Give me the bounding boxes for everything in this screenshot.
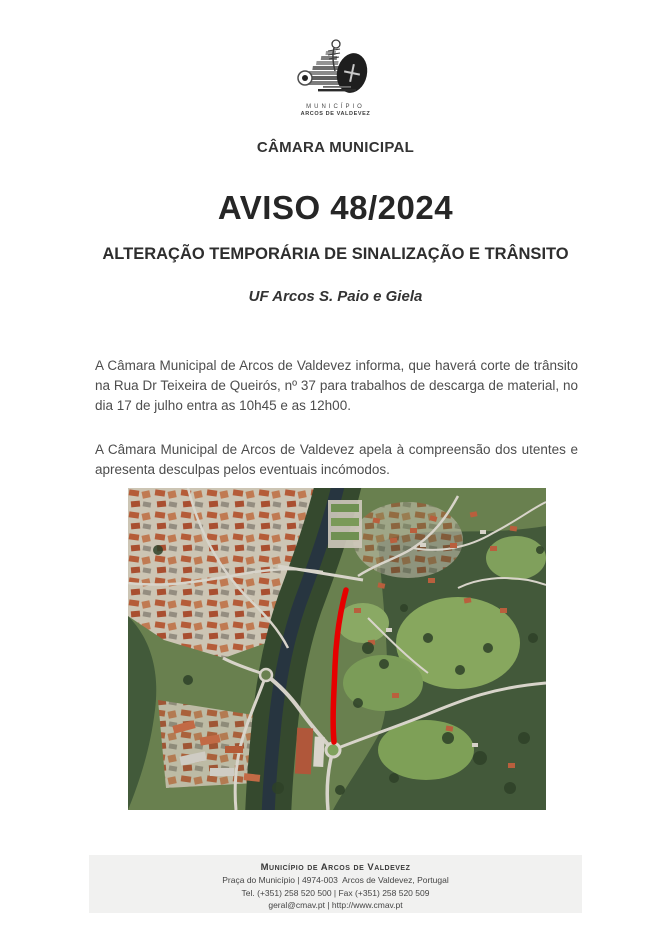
notice-subtitle: ALTERAÇÃO TEMPORÁRIA DE SINALIZAÇÃO E TRÂNSITO: [102, 245, 569, 263]
municipality-emblem-icon: [294, 38, 378, 98]
footer-address: Praça do Município | 4974-003 Arcos de Valdevez, Portugal: [222, 875, 449, 885]
footer-municipality-name: Município de Arcos de Valdevez: [260, 862, 411, 873]
body-paragraph-2: A Câmara Municipal de Arcos de Valdevez apela à compreensão dos utentes e apresenta desculpas pelos eventuais incómodos.: [95, 441, 578, 477]
municipality-logo: [0, 38, 671, 117]
body-paragraph-1: A Câmara Municipal de Arcos de Valdevez informa, que haverá corte de trânsito na Rua Dr Teixeira de Queirós, nº 37 para trabalhos de descarga de material, no dia 17 de julho entra as 10h45 e as 12h00.: [95, 357, 578, 413]
aerial-map: [128, 488, 546, 810]
logo-caption-municipio: MUNICÍPIO: [306, 104, 365, 110]
footer-phones: Tel. (+351) 258 520 500 | Fax (+351) 258 520 509: [241, 887, 430, 898]
logo-caption-arcos: ARCOS DE VALDEVEZ: [300, 111, 371, 117]
notice-title: AVISO 48/2024: [217, 189, 454, 226]
footer-contacts: geral@cmav.pt | http://www.cmav.pt: [268, 900, 403, 910]
organization-title: CÂMARA MUNICIPAL: [256, 139, 415, 156]
map-image: [128, 488, 546, 810]
parish-unit: UF Arcos S. Paio e Giela: [248, 288, 423, 305]
footer: [89, 855, 582, 913]
